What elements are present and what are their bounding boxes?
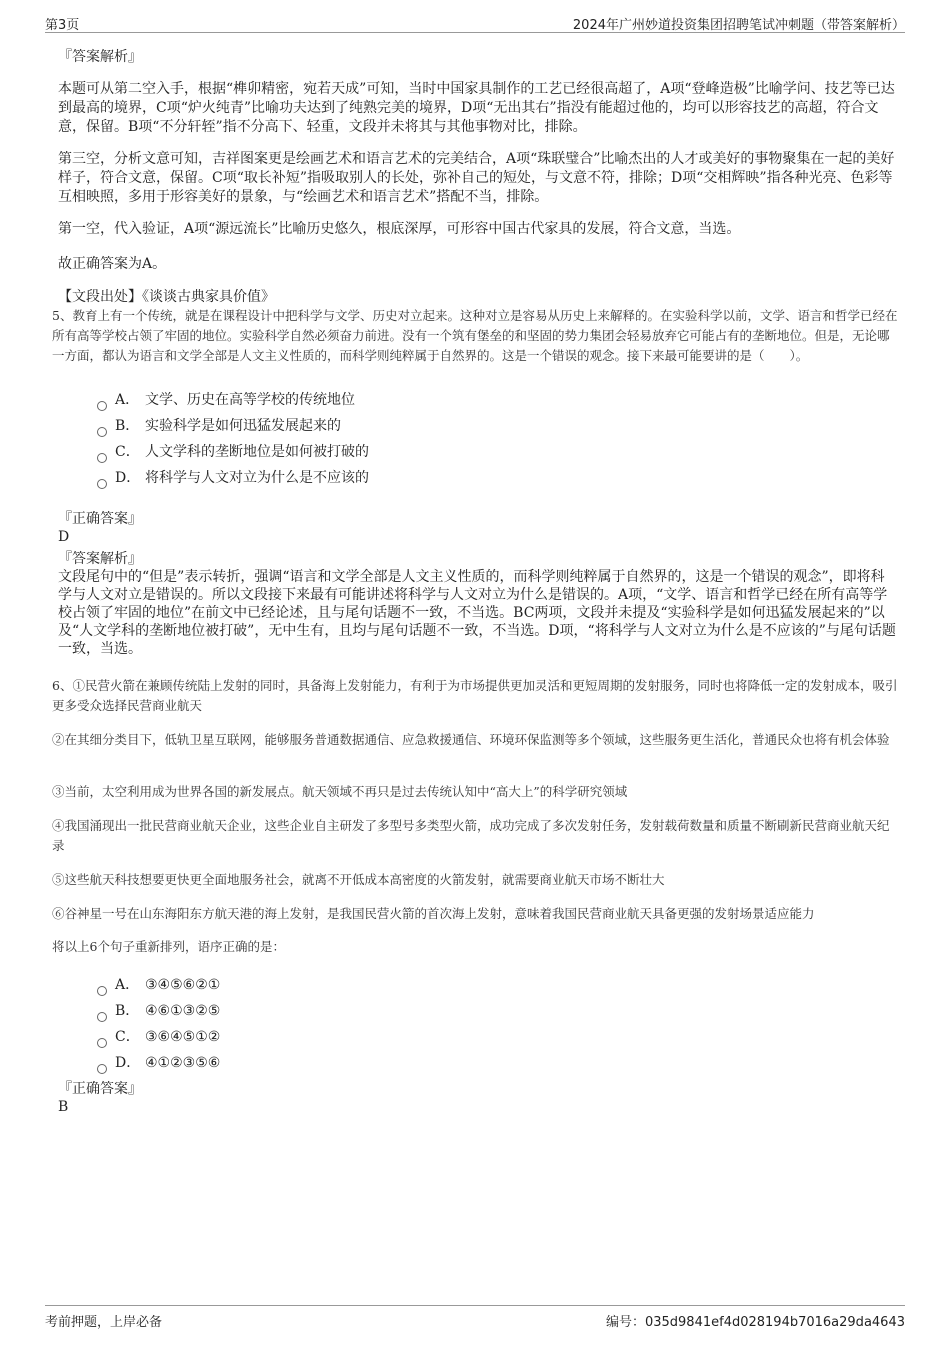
page-footer — [45, 1305, 905, 1330]
option-letter: D． — [115, 470, 141, 486]
q6-sentence-2: ②在其细分类目下，低轨卫星互联网，能够服务普通数据通信、应急救援通信、环境环保监测等多个领域，这些服务更生活化，普通民众也将有机会体验 — [52, 732, 890, 747]
option-text: ③④⑤⑥②① — [145, 977, 221, 993]
q6-answer-label: 『正确答案』 — [58, 1081, 142, 1097]
q5-option-b[interactable] — [97, 416, 341, 436]
q4-conclusion: 故正确答案为A。 — [58, 256, 167, 272]
radio-icon[interactable] — [97, 1012, 107, 1022]
radio-icon[interactable] — [97, 479, 107, 489]
option-text: 实验科学是如何迅猛发展起来的 — [145, 418, 341, 434]
q5-option-d[interactable] — [97, 468, 369, 488]
q6-answer: B — [58, 1099, 69, 1115]
radio-icon[interactable] — [97, 1064, 107, 1074]
option-text: 文学、历史在高等学校的传统地位 — [145, 392, 355, 408]
q5-analysis-label: 『答案解析』 — [58, 551, 142, 567]
radio-icon[interactable] — [97, 427, 107, 437]
q4-analysis-p2: 第三空，分析文意可知，吉祥图案更是绘画艺术和语言艺术的完美结合，A项“珠联璧合”比喻杰出的人才或美好的事物聚集在一起的美好样子，符合文意，保留。C项“取长补短”指吸取别人的长处，弥补自己的短处，与文意不符，排除；D项“交相辉映”指各种光亮、色彩等互相映照，多用于形容美好的景象，与“绘画艺术和语言艺术”搭配不当，排除。 — [58, 151, 895, 205]
option-letter: A． — [115, 977, 140, 993]
page-header — [45, 12, 905, 33]
option-text: 将科学与人文对立为什么是不应该的 — [145, 470, 369, 486]
option-letter: B． — [115, 1003, 140, 1019]
q6-sentence-5: ⑤这些航天科技想要更快更全面地服务社会，就离不开低成本高密度的火箭发射，就需要商业航天市场不断壮大 — [52, 872, 665, 887]
q6-sentence-1: 6、①民营火箭在兼顾传统陆上发射的同时，具备海上发射能力，有利于为市场提供更加灵活和更短周期的发射服务，同时也将降低一定的发射成本，吸引更多受众选择民营商业航天 — [52, 678, 898, 713]
page-number: 第3页 — [45, 18, 80, 33]
radio-icon[interactable] — [97, 401, 107, 411]
footer-code: 编号：035d9841ef4d028194b7016a29da4643 — [605, 1315, 905, 1330]
q5-stem: 5、教育上有一个传统，就是在课程设计中把科学与文学、历史对立起来。这种对立是容易从历史上来解释的。在实验科学以前，文学、语言和哲学已经在所有高等学校占领了牢固的地位。实验科学自然必须奋力前进。没有一个筑有堡垒的和坚固的势力集团会轻易放弃它可能占有的垄断地位。但是，无论哪一方面，都认为语言和文学全部是人文主义性质的，而科学则纯粹属于自然界的。这是一个错误的观念。接下来最可能要讲的是（ ）。 — [52, 308, 898, 363]
q6-option-d[interactable] — [97, 1053, 220, 1073]
q6-option-a[interactable] — [97, 975, 220, 995]
option-letter: D． — [115, 1055, 141, 1071]
q6-sentence-3: ③当前，太空利用成为世界各国的新发展点。航天领域不再只是过去传统认知中“高大上”的科学研究领域 — [52, 784, 628, 799]
q6-option-c[interactable] — [97, 1027, 220, 1047]
radio-icon[interactable] — [97, 986, 107, 996]
option-letter: A． — [115, 392, 140, 408]
q4-source: 【文段出处】《谈谈古典家具价值》 — [58, 289, 275, 305]
document-title: 2024年广州妙道投资集团招聘笔试冲刺题（带答案解析） — [572, 18, 905, 33]
q4-analysis-p3: 第一空，代入验证，A项“源远流长”比喻历史悠久，根底深厚，可形容中国古代家具的发展，符合文意，当选。 — [58, 221, 741, 237]
q5-option-a[interactable] — [97, 390, 355, 410]
radio-icon[interactable] — [97, 453, 107, 463]
q5-answer: D — [58, 529, 70, 545]
q5-option-c[interactable] — [97, 442, 369, 462]
option-text: ④①②③⑤⑥ — [145, 1055, 221, 1071]
radio-icon[interactable] — [97, 1038, 107, 1048]
option-letter: C． — [115, 1029, 140, 1045]
q4-analysis-label: 『答案解析』 — [58, 49, 142, 65]
q4-analysis-p1: 本题可从第二空入手，根据“榫卯精密，宛若天成”可知，当时中国家具制作的工艺已经很高超了，A项“登峰造极”比喻学问、技艺等已达到最高的境界，C项“炉火纯青”比喻功夫达到了纯熟完美的境界，D项“无出其右”指没有能超过他的，均可以形容技艺的高超，符合文意，保留。B项“不分轩轾”指不分高下、轻重，文段并未将其与其他事物对比，排除。 — [58, 81, 895, 135]
q6-sentence-4: ④我国涌现出一批民营商业航天企业，这些企业自主研发了多型号多类型火箭，成功完成了多次发射任务，发射载荷数量和质量不断刷新民营商业航天纪录 — [52, 818, 890, 853]
q5-answer-label: 『正确答案』 — [58, 511, 142, 527]
q6-sentence-6: ⑥谷神星一号在山东海阳东方航天港的海上发射，是我国民营火箭的首次海上发射，意味着我国民营商业航天具备更强的发射场景适应能力 — [52, 906, 815, 921]
footer-slogan: 考前押题，上岸必备 — [45, 1315, 163, 1330]
q6-option-b[interactable] — [97, 1001, 220, 1021]
option-text: 人文学科的垄断地位是如何被打破的 — [145, 444, 369, 460]
q5-analysis: 文段尾句中的“但是”表示转折，强调“语言和文学全部是人文主义性质的，而科学则纯粹属于自然界的，这是一个错误的观念”，即将科学与人文对立是错误的。所以文段接下来最有可能讲述将科学与人文对立为什么是错误的。A项，“文学、语言和哲学已经在所有高等学校占领了牢固的地位”在前文中已经论述，且与尾句话题不一致，不当选。BC两项，文段并未提及“实验科学是如何迅猛发展起来的”以及“人文学科的垄断地位被打破”，无中生有，且均与尾句话题不一致，不当选。D项，“将科学与人文对立为什么是不应该的”与尾句话题一致，当选。 — [58, 569, 896, 657]
option-letter: C． — [115, 444, 140, 460]
option-letter: B． — [115, 418, 140, 434]
q6-prompt: 将以上6个句子重新排列，语序正确的是： — [52, 939, 285, 954]
option-text: ③⑥④⑤①② — [145, 1029, 221, 1045]
option-text: ④⑥①③②⑤ — [145, 1003, 221, 1019]
